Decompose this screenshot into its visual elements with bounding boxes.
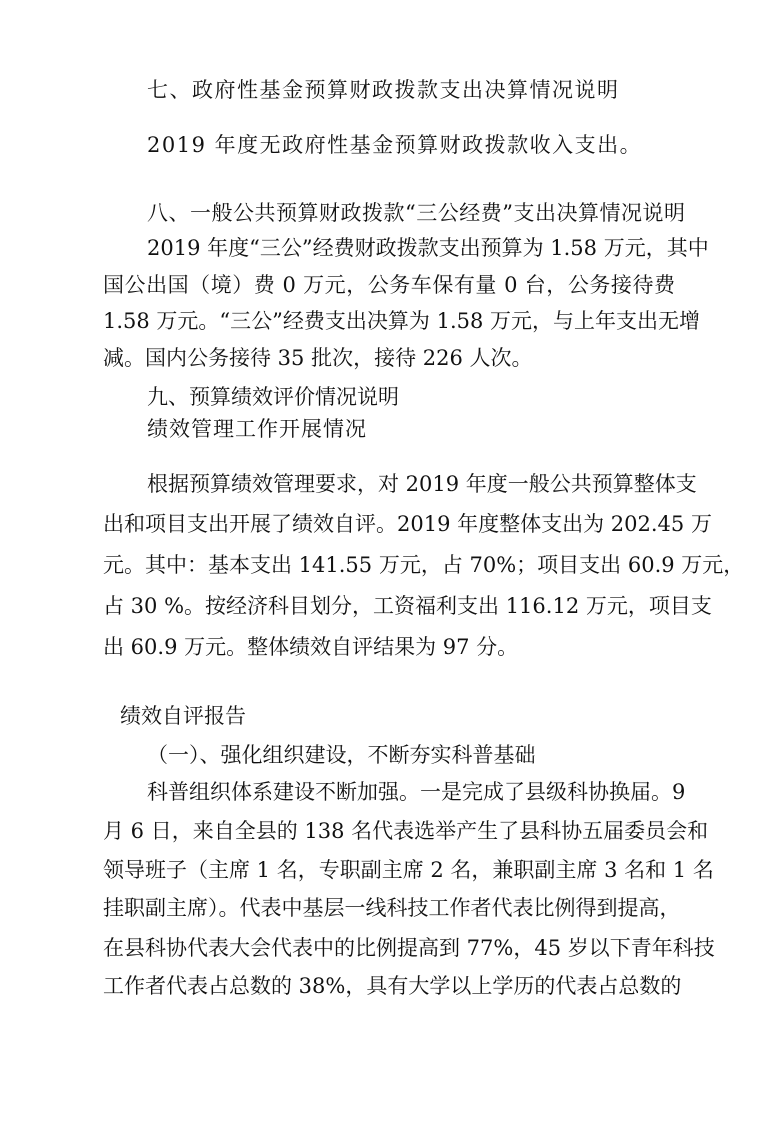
section8-line: 国公出国（境）费 0 万元，公务车保有量 0 台，公务接待费 [103, 273, 675, 297]
report-line: 工作者代表占总数的 38%，具有大学以上学历的代表占总数的 [103, 974, 682, 998]
section9-line: 出和项目支出开展了绩效自评。2019 年度整体支出为 202.45 万 [103, 512, 712, 536]
section9-line: 根据预算绩效管理要求，对 2019 年度一般公共预算整体支 [147, 472, 697, 496]
section8-line: 2019 年度“三公”经费财政拨款支出预算为 1.58 万元，其中 [147, 236, 709, 260]
section9-line: 元。其中：基本支出 141.55 万元，占 70%；项目支出 60.9 万元， [103, 553, 745, 577]
section9-subheading: 绩效管理工作开展情况 [147, 417, 367, 441]
report-line: 在县科协代表大会代表中的比例提高到 77%，45 岁以下青年科技 [103, 936, 715, 960]
section9-line: 出 60.9 万元。整体绩效自评结果为 97 分。 [103, 635, 519, 659]
report-heading: 绩效自评报告 [120, 704, 246, 728]
report-line: 科普组织体系建设不断加强。一是完成了县级科协换届。9 [147, 780, 686, 804]
report-line: 挂职副主席）。代表中基层一线科技工作者代表比例得到提高， [103, 896, 681, 920]
report-line: 月 6 日，来自全县的 138 名代表选举产生了县科协五届委员会和 [103, 819, 709, 843]
report-line: 领导班子（主席 1 名，专职副主席 2 名，兼职副主席 3 名和 1 名 [103, 858, 714, 882]
section8-line: 减。国内公务接待 35 批次，接待 226 人次。 [103, 346, 533, 370]
section9-heading: 九、预算绩效评价情况说明 [147, 385, 399, 409]
section8-heading: 八、一般公共预算财政拨款“三公经费”支出决算情况说明 [147, 201, 686, 225]
report-subheading: （一）、强化组织建设，不断夯实科普基础 [147, 743, 536, 767]
section7-heading: 七、政府性基金预算财政拨款支出决算情况说明 [147, 78, 620, 102]
section8-line: 1.58 万元。“三公”经费支出决算为 1.58 万元，与上年支出无增 [103, 309, 701, 333]
section7-body: 2019 年度无政府性基金预算财政拨款收入支出。 [147, 133, 643, 157]
section9-line: 占 30 %。按经济科目划分，工资福利支出 116.12 万元，项目支 [103, 594, 712, 618]
